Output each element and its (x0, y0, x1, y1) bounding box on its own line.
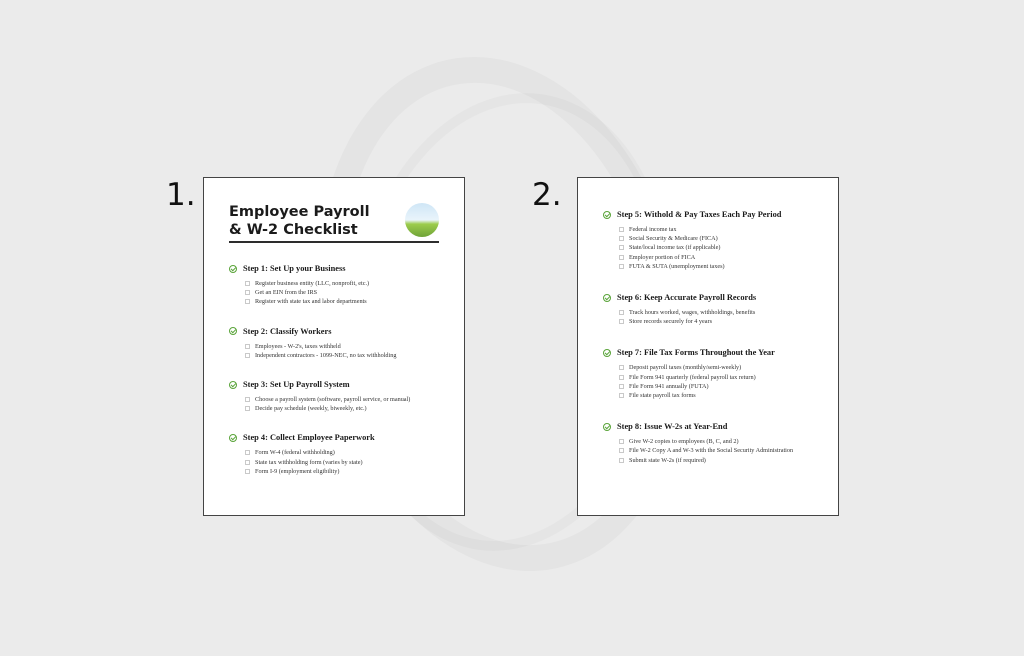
checklist-item (619, 317, 828, 326)
checklist-item-text: Independent contractors - 1099-NEC, no tax withholding (255, 351, 397, 359)
checklist-item (619, 308, 828, 317)
step-header (603, 420, 828, 433)
step-title: Step 7: File Tax Forms Throughout the Year (617, 348, 775, 358)
checklist-item (245, 279, 454, 288)
checkmark-circle-icon (229, 381, 237, 389)
checkbox-icon (245, 299, 250, 304)
step-2-section (229, 325, 454, 360)
checklist-item (245, 288, 454, 297)
checklist-item-text: State tax withholding form (varies by state) (255, 458, 363, 466)
step-header (229, 262, 454, 275)
step-items (245, 342, 454, 360)
step-header (603, 291, 828, 304)
checklist-item (619, 234, 828, 243)
step-title: Step 4: Collect Employee Paperwork (243, 433, 375, 443)
checklist-item (245, 467, 454, 476)
step-8-section (603, 420, 828, 465)
checklist-item (619, 253, 828, 262)
checkbox-icon (619, 236, 624, 241)
checkbox-icon (619, 448, 624, 453)
checkbox-icon (619, 458, 624, 463)
checklist-item (619, 391, 828, 400)
checklist-item (619, 446, 828, 455)
step-1-section (229, 262, 454, 307)
checklist-item-text: Give W-2 copies to employees (B, C, and 2) (629, 438, 739, 446)
checkmark-circle-icon (229, 327, 237, 335)
checklist-sections (603, 208, 828, 485)
checkbox-icon (619, 365, 624, 370)
step-items (245, 448, 454, 476)
checklist-item-text: Store records securely for 4 years (629, 318, 712, 326)
title-divider (229, 241, 439, 243)
checklist-item (619, 243, 828, 252)
landscape-icon (405, 203, 439, 237)
step-5-section (603, 208, 828, 271)
checkbox-icon (245, 290, 250, 295)
checklist-item (619, 225, 828, 234)
checklist-sections (229, 262, 454, 494)
checklist-item-text: Choose a payroll system (software, payroll service, or manual) (255, 396, 411, 404)
checkmark-circle-icon (603, 349, 611, 357)
checkbox-icon (619, 319, 624, 324)
checklist-item-text: File Form 941 annually (FUTA) (629, 382, 709, 390)
checklist-item-text: State/local income tax (if applicable) (629, 244, 721, 252)
step-header (229, 378, 454, 391)
checkbox-icon (619, 245, 624, 250)
checklist-item-text: File state payroll tax forms (629, 392, 696, 400)
step-title: Step 5: Withold & Pay Taxes Each Pay Period (617, 210, 782, 219)
checklist-item (245, 458, 454, 467)
checklist-item (619, 373, 828, 382)
step-items (619, 225, 828, 271)
checkmark-circle-icon (603, 294, 611, 302)
checkbox-icon (619, 310, 624, 315)
checklist-item-text: Register business entity (LLC, nonprofit, etc.) (255, 280, 370, 287)
step-header (603, 208, 828, 221)
checklist-item-text: Deposit payroll taxes (monthly/semi-weekly) (629, 364, 742, 372)
checklist-item (245, 448, 454, 457)
checkbox-icon (619, 227, 624, 232)
checklist-item (619, 363, 828, 372)
step-items (245, 279, 454, 307)
step-6-section (603, 291, 828, 326)
checklist-page-1 (203, 177, 465, 516)
step-title: Step 3: Set Up Payroll System (243, 380, 350, 390)
checklist-item (245, 395, 454, 404)
checklist-item (245, 297, 454, 306)
checklist-item-text: File W-2 Copy A and W-3 with the Social Security Administration (629, 447, 794, 455)
checklist-item (245, 342, 454, 351)
checkbox-icon (619, 255, 624, 260)
checkmark-circle-icon (603, 211, 611, 219)
step-items (619, 308, 828, 326)
checkbox-icon (245, 406, 250, 411)
checklist-item-text: FUTA & SUTA (unemployment taxes) (629, 262, 725, 270)
checklist-item (245, 404, 454, 413)
step-header (603, 346, 828, 359)
checklist-item-text: Form W-4 (federal withholding) (255, 449, 335, 457)
checkbox-icon (619, 384, 624, 389)
checkbox-icon (619, 375, 624, 380)
checklist-item-text: File Form 941 quarterly (federal payroll tax return) (629, 373, 756, 381)
checklist-item (619, 456, 828, 465)
checkbox-icon (619, 264, 624, 269)
checklist-item-text: Get an EIN from the IRS (255, 289, 318, 297)
checklist-item-text: Track hours worked, wages, withholdings, benefits (629, 309, 756, 317)
checklist-item (619, 262, 828, 271)
step-4-section (229, 431, 454, 476)
checklist-item-text: Submit state W-2s (if required) (629, 456, 706, 464)
checkbox-icon (245, 450, 250, 455)
checklist-item (619, 437, 828, 446)
checklist-item-text: Federal income tax (629, 226, 677, 233)
checkmark-circle-icon (229, 434, 237, 442)
page-number-2: 2. (532, 177, 562, 213)
step-items (619, 437, 828, 465)
checklist-item-text: Employees - W-2's, taxes withheld (255, 342, 341, 350)
step-header (229, 325, 454, 338)
checkbox-icon (245, 397, 250, 402)
checklist-item-text: Form I-9 (employment eligibility) (255, 467, 340, 475)
step-title: Step 6: Keep Accurate Payroll Records (617, 293, 757, 303)
step-items (619, 363, 828, 400)
checklist-item-text: Decide pay schedule (weekly, biweekly, etc.) (255, 405, 367, 413)
step-items (245, 395, 454, 413)
checkbox-icon (245, 460, 250, 465)
checklist-page-2 (577, 177, 839, 516)
checklist-item (245, 351, 454, 360)
page-number-1: 1. (166, 177, 196, 213)
checkbox-icon (245, 469, 250, 474)
checkmark-circle-icon (603, 423, 611, 431)
document-title (229, 203, 370, 239)
document-title-line-1: Employee Payroll (229, 204, 370, 220)
step-title: Step 2: Classify Workers (243, 326, 332, 336)
checkbox-icon (245, 281, 250, 286)
checklist-item (619, 382, 828, 391)
step-header (229, 431, 454, 444)
checklist-item-text: Employer portion of FICA (629, 253, 696, 261)
document-title-line-2: & W-2 Checklist (229, 222, 358, 238)
checklist-item-text: Social Security & Medicare (FICA) (629, 235, 718, 243)
step-3-section (229, 378, 454, 413)
step-title: Step 8: Issue W-2s at Year-End (617, 422, 728, 432)
checkbox-icon (245, 353, 250, 358)
step-7-section (603, 346, 828, 400)
step-title: Step 1: Set Up your Business (243, 264, 346, 273)
checkbox-icon (619, 393, 624, 398)
checkbox-icon (619, 439, 624, 444)
checkmark-circle-icon (229, 265, 237, 273)
checkbox-icon (245, 344, 250, 349)
checklist-item-text: Register with state tax and labor departments (255, 298, 367, 306)
